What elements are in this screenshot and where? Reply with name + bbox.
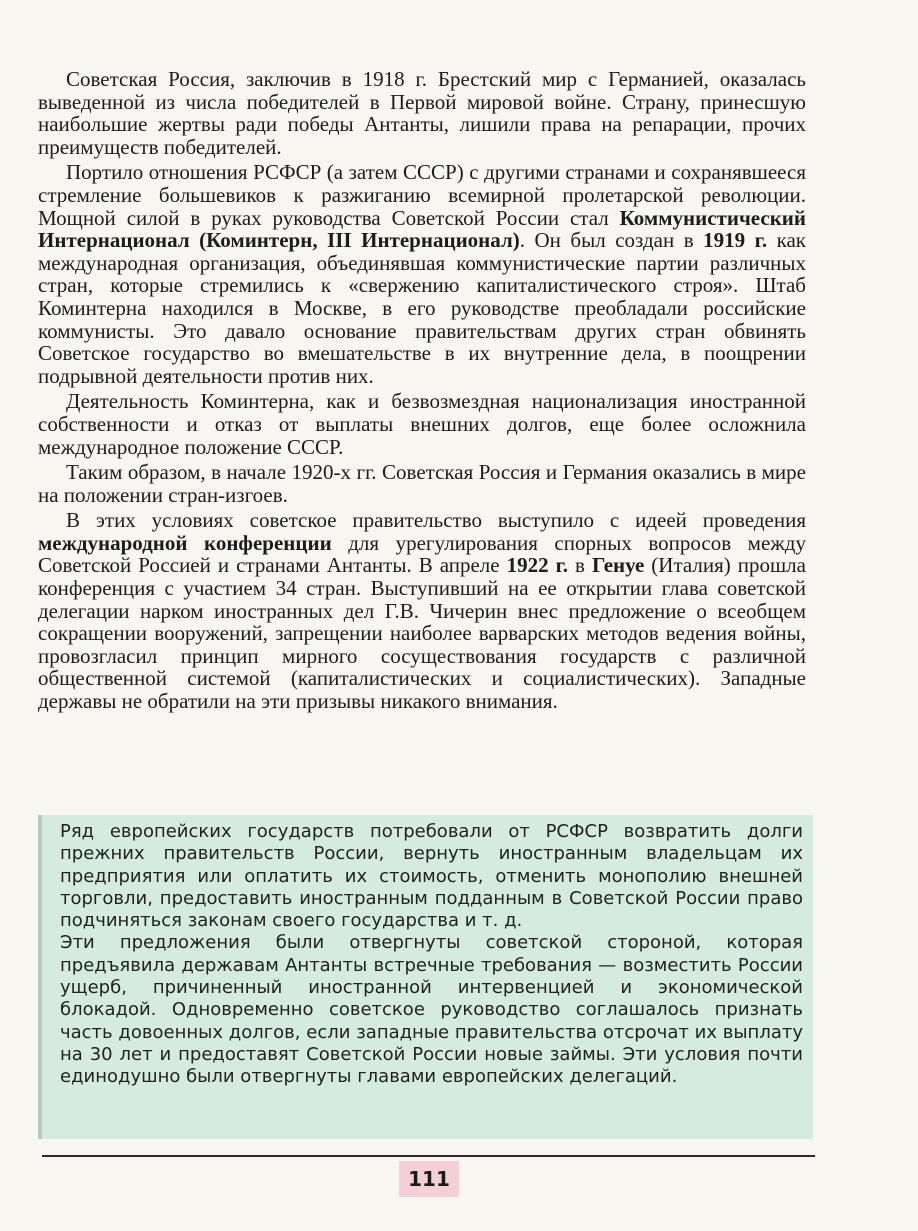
bold-term: 1922 г. bbox=[506, 553, 569, 578]
text-run: Деятельность Коминтерна, как и безвозмездная национализация иностранной собственности и отказ от выплаты внешних долгов, еще более осложнила международное положение СССР. bbox=[38, 389, 806, 459]
text-run: В этих условиях советское правительство выступило с идеей проведения bbox=[66, 508, 806, 533]
bold-term: Коммунистический Интернационал (Коминтерн, III Интернационал) bbox=[38, 205, 806, 253]
text-run: . Он был создан в bbox=[519, 228, 704, 253]
text-run: Портило отношения РСФСР (а затем СССР) с другими странами и сохранявшееся стремление большевиков к разжиганию всемирной пролетарской революции. Мощной силой в руках руководства Советской России стал bbox=[38, 160, 806, 230]
text-run: (Италия) прошла конференция с участием 34 стран. Выступивший на ее открытии глава советской делегации нарком иностранных дел Г.В. Чичерин внес предложение о всеобщем сокращении вооружений, запрещении наиболее варварских методов ведения войны, провозгласил принцип мирного сосуществования государств с различной общественной системой (капиталистических и социалистических). Западные державы не обратили на эти призывы никакого внимания. bbox=[38, 553, 806, 714]
bold-term: Генуе bbox=[591, 553, 645, 578]
excerpt-paragraph: Эти предложения были отвергнуты советской стороной, которая предъявила державам Антанты встречные требования — возместить России ущерб, причиненный иностранной интервенцией и экономической блокадой. Одновременно советское руководство соглашалось признать часть довоенных долгов, если западные правительства отсрочат их выплату на 30 лет и предоставят Советской России новые займы. Эти условия почти единодушно были отвергнуты главами европейских делегаций. bbox=[60, 932, 803, 1088]
excerpt-paragraph: Ряд европейских государств потребовали от РСФСР возвратить долги прежних правительств России, вернуть иностранным владельцам их предприятия или оплатить их стоимость, отменить монополию внешней торговли, предоставить иностранным подданным в Советской России право подчиняться законам своего государства и т. д. bbox=[60, 821, 803, 932]
paragraph bbox=[38, 161, 806, 387]
text-run: для урегулирования спорных вопросов между Советской Россией и странами Антанты. В апреле bbox=[38, 530, 806, 578]
footer-rule bbox=[42, 1155, 815, 1157]
paragraph bbox=[38, 68, 806, 158]
paragraph bbox=[38, 390, 806, 458]
text-run: Советская Россия, заключив в 1918 г. Брестский мир с Германией, оказалась выведенной из числа победителей в Первой мировой войне. Страну, принесшую наибольшие жертвы ради победы Антанты, лишили права на репарации, прочих преимуществ победителей. bbox=[38, 67, 806, 159]
text-run: как международная организация, объединявшая коммунистические партии различных стран, которые стремились к «свержению капиталистического строя». Штаб Коминтерна находился в Москве, в его руководстве преобладали российские коммунисты. Это давало основание правительствам других стран обвинять Советское государство во вмешательстве в их внутренние дела, в поощрении подрывной деятельности против них. bbox=[38, 228, 807, 388]
document-excerpt-box bbox=[38, 815, 813, 1139]
paragraph bbox=[38, 461, 806, 506]
bold-term: 1919 г. bbox=[703, 228, 768, 253]
paragraph bbox=[38, 509, 806, 712]
page-number: 111 bbox=[399, 1161, 459, 1197]
text-run: в bbox=[568, 553, 592, 578]
main-text bbox=[38, 68, 806, 713]
bold-term: международной конференции bbox=[38, 530, 332, 555]
text-run: Таким образом, в начале 1920-х гг. Советская Россия и Германия оказались в мире на положении стран-изгоев. bbox=[38, 460, 806, 507]
